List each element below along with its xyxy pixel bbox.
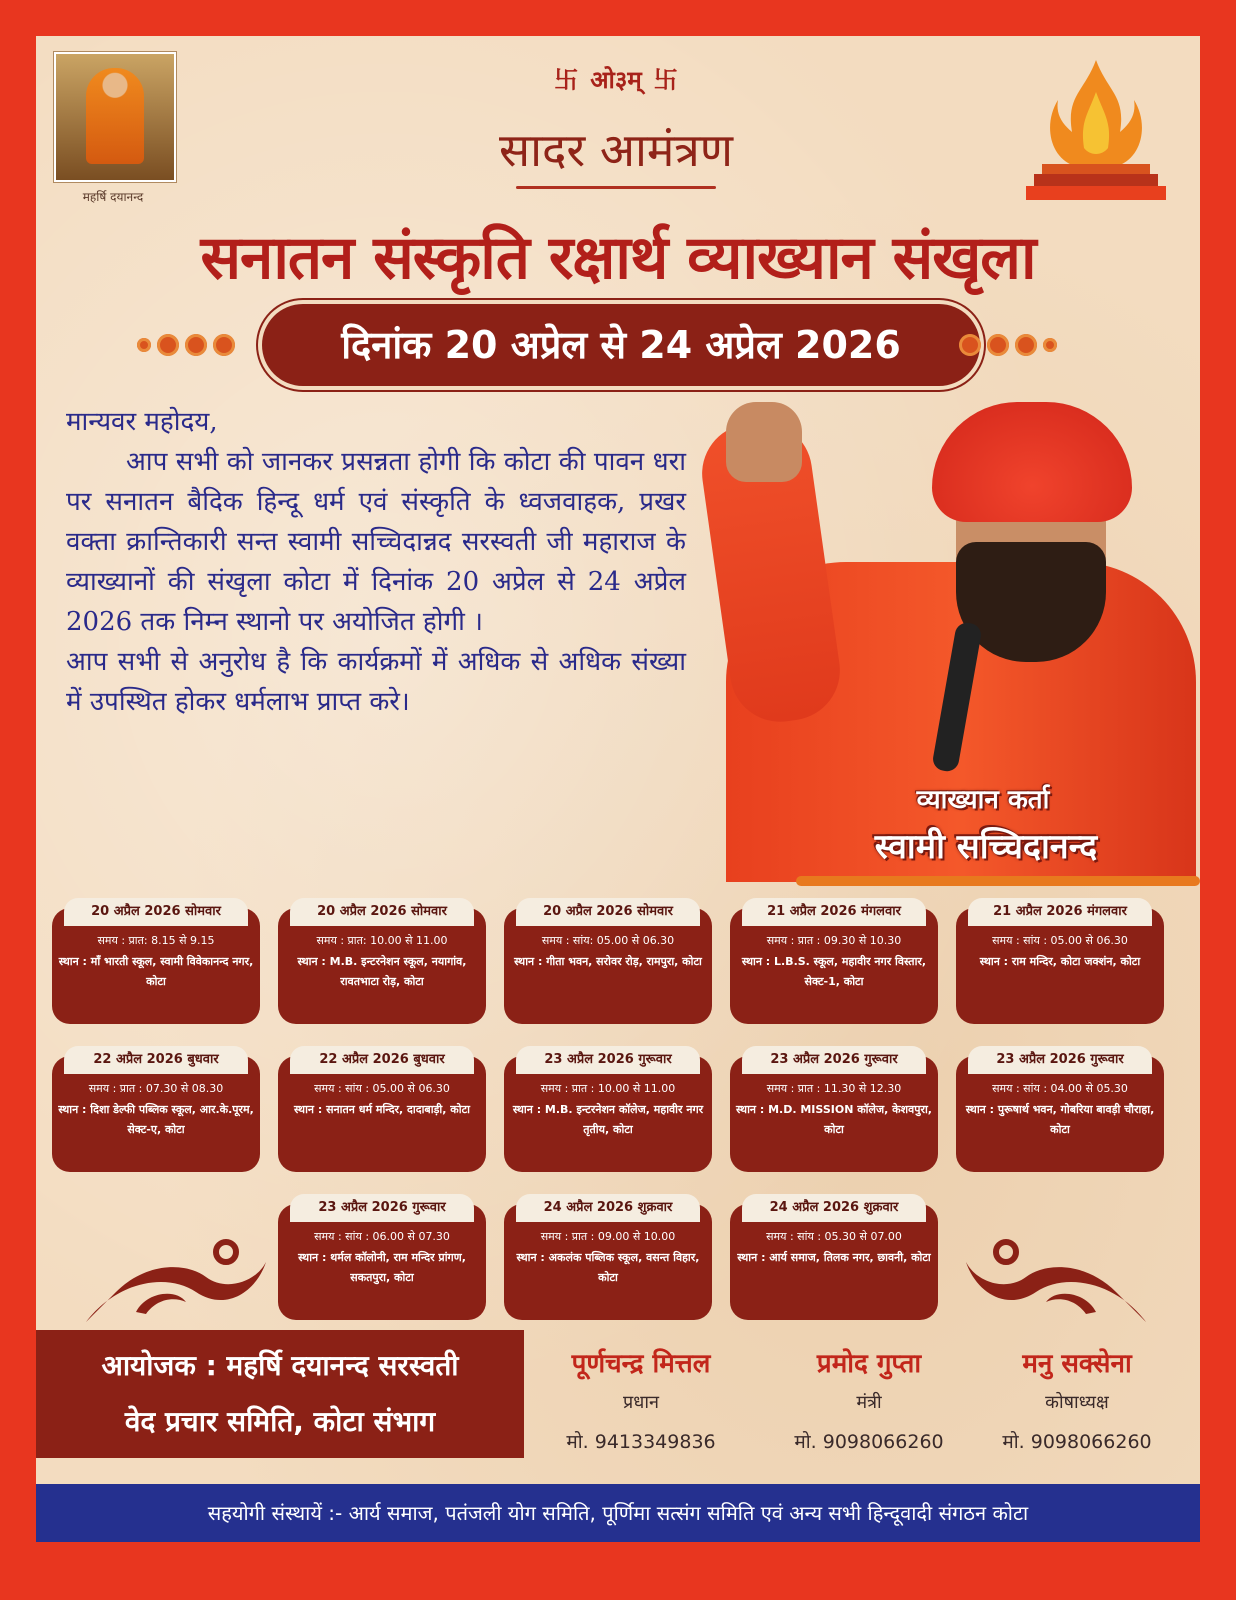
decor-dots-right bbox=[956, 334, 1060, 358]
card-place: स्थान : पुरूषार्थ भवन, गोबरिया बावड़ी चौराहा, कोटा bbox=[965, 1103, 1155, 1136]
card-date: 23 अप्रैल 2026 गुरूवार bbox=[742, 1046, 926, 1076]
card-place: स्थान : सनातन धर्म मन्दिर, दादाबाड़ी, कोटा bbox=[294, 1103, 470, 1116]
card-date: 21 अप्रैल 2026 मंगलवार bbox=[742, 898, 926, 928]
main-title: सनातन संस्कृति रक्षार्थ व्याख्यान संखृला bbox=[200, 223, 1036, 293]
letter-paragraph-1: आप सभी को जानकर प्रसन्नता होगी कि कोटा की पावन धरा पर सनातन बैदिक हिन्दू धर्म एवं संस्कृति के ध्वजवाहक, प्रखर वक्ता क्रान्तिकारी सन्त स्वामी सच्चिदान्नद सरस्वती जी महाराज के व्याख्यानों की संखृला कोटा में दिनांक 20 अप्रेल से 24 अप्रेल 2026 तक निम्न स्थानो पर अयोजित होगी । bbox=[66, 447, 686, 637]
portrait-caption: महर्षि दयानन्द bbox=[82, 190, 144, 204]
om-text: ओ३म् bbox=[590, 66, 642, 94]
card-time: समय : प्रात: 8.15 से 9.15 bbox=[97, 934, 215, 947]
card-date: 20 अप्रैल 2026 सोमवार bbox=[516, 898, 700, 928]
sadar-aamantran: सादर आमंत्रण bbox=[498, 123, 734, 177]
salutation: मान्यवर महोदय, bbox=[66, 407, 218, 437]
schedule-card bbox=[956, 898, 1164, 1024]
officer-secretary bbox=[764, 1344, 974, 1454]
card-place: स्थान : आर्य समाज, तिलक नगर, छावनी, कोटा bbox=[737, 1251, 931, 1264]
organiser-line-1: आयोजक : महर्षि दयानन्द सरस्वती bbox=[101, 1349, 459, 1382]
card-date: 24 अप्रैल 2026 शुक्रवार bbox=[516, 1194, 700, 1224]
heading-underline bbox=[516, 186, 716, 189]
organiser-box bbox=[36, 1330, 524, 1458]
card-time: समय : प्रात : 09.00 से 10.00 bbox=[540, 1230, 676, 1243]
schedule-card bbox=[278, 898, 486, 1024]
date-range: दिनांक 20 अप्रेल से 24 अप्रेल 2026 bbox=[341, 323, 901, 367]
om-heading bbox=[526, 60, 706, 96]
flourish-left-icon bbox=[76, 1222, 276, 1342]
officer-name: मनु सक्सेना bbox=[1022, 1349, 1132, 1379]
officer-phone: मो. 9413349836 bbox=[566, 1431, 716, 1453]
swastika-icon: 卐 bbox=[554, 66, 579, 94]
flourish-right-icon bbox=[956, 1222, 1156, 1342]
footer-text: सहयोगी संस्थायें :- आर्य समाज, पतंजली योग समिति, पूर्णिमा सत्संग समिति एवं अन्य सभी हिन्दूवादी संगठन कोटा bbox=[207, 1501, 1029, 1525]
card-time: समय : प्रात: 10.00 से 11.00 bbox=[316, 934, 448, 947]
officer-name: पूर्णचन्द्र मित्तल bbox=[571, 1349, 711, 1379]
card-time: समय : सांय: 05.00 से 06.30 bbox=[541, 934, 675, 947]
officer-phone: मो. 9098066260 bbox=[1002, 1431, 1152, 1453]
card-time: समय : प्रात : 07.30 से 08.30 bbox=[88, 1082, 224, 1095]
card-place: स्थान : अकलंक पब्लिक स्कूल, वसन्त विहार, कोटा bbox=[516, 1251, 700, 1284]
card-place: स्थान : दिशा डेल्फी पब्लिक स्कूल, आर.के.पूरम, सेक्ट-ए, कोटा bbox=[58, 1103, 254, 1136]
supporting-organisations-footer bbox=[36, 1484, 1200, 1542]
officer-post: प्रधान bbox=[623, 1392, 659, 1413]
schedule-card bbox=[956, 1046, 1164, 1172]
card-place: स्थान : M.D. MISSION कॉलेज, केशवपुरा, कोटा bbox=[736, 1103, 932, 1136]
officer-post: कोषाध्यक्ष bbox=[1045, 1392, 1109, 1413]
speaker-label: व्याख्यान कर्ता bbox=[916, 785, 1050, 815]
date-banner bbox=[262, 304, 980, 386]
card-time: समय : प्रात : 11.30 से 12.30 bbox=[766, 1082, 902, 1095]
poster-panel bbox=[36, 36, 1200, 1542]
divider-bar bbox=[796, 876, 1200, 886]
card-time: समय : प्रात : 10.00 से 11.00 bbox=[540, 1082, 676, 1095]
card-date: 24 अप्रैल 2026 शुक्रवार bbox=[742, 1194, 926, 1224]
card-place: स्थान : थर्मल कॉलोनी, राम मन्दिर प्रांगण, सकतपुरा, कोटा bbox=[298, 1251, 466, 1284]
maharshi-portrait bbox=[54, 52, 176, 182]
officer-president bbox=[536, 1344, 746, 1454]
schedule-card bbox=[504, 1194, 712, 1320]
schedule-card bbox=[504, 898, 712, 1024]
card-date: 23 अप्रैल 2026 गुरूवार bbox=[968, 1046, 1152, 1076]
card-place: स्थान : गीता भवन, सरोवर रोड़, रामपुरा, कोटा bbox=[514, 955, 702, 968]
card-time: समय : सांय : 04.00 से 05.30 bbox=[992, 1082, 1128, 1095]
card-place: स्थान : L.B.S. स्कूल, महावीर नगर विस्तार, सेक्ट-1, कोटा bbox=[741, 955, 927, 988]
schedule-card bbox=[278, 1194, 486, 1320]
card-date: 23 अप्रैल 2026 गुरूवार bbox=[290, 1194, 474, 1224]
card-date: 20 अप्रैल 2026 सोमवार bbox=[290, 898, 474, 928]
card-place: स्थान : राम मन्दिर, कोटा जक्शंन, कोटा bbox=[979, 955, 1141, 968]
decor-dots-left bbox=[134, 334, 238, 358]
officer-post: मंत्री bbox=[856, 1392, 882, 1413]
card-date: 20 अप्रैल 2026 सोमवार bbox=[64, 898, 248, 928]
card-time: समय : सांय : 06.00 से 07.30 bbox=[314, 1230, 450, 1243]
schedule-card bbox=[52, 898, 260, 1024]
card-date: 22 अप्रैल 2026 बुधवार bbox=[290, 1046, 474, 1076]
officer-phone: मो. 9098066260 bbox=[794, 1431, 944, 1453]
schedule-card bbox=[278, 1046, 486, 1172]
card-time: समय : प्रात : 09.30 से 10.30 bbox=[766, 934, 902, 947]
card-place: स्थान : M.B. इन्टरनेशन स्कूल, नयागांव, रावतभाटा रोड़, कोटा bbox=[297, 955, 467, 988]
card-place: स्थान : M.B. इन्टरनेशन कॉलेज, महावीर नगर तृतीय, कोटा bbox=[512, 1103, 704, 1136]
card-date: 23 अप्रैल 2026 गुरूवार bbox=[516, 1046, 700, 1076]
organiser-line-2: वेद प्रचार समिति, कोटा संभाग bbox=[124, 1405, 436, 1438]
havan-kund-icon bbox=[1026, 52, 1166, 202]
schedule-card bbox=[730, 1194, 938, 1320]
invitation-letter bbox=[66, 402, 686, 722]
officer-treasurer bbox=[972, 1344, 1182, 1454]
schedule-card bbox=[730, 1046, 938, 1172]
schedule-card bbox=[504, 1046, 712, 1172]
card-time: समय : सांय : 05.00 से 06.30 bbox=[992, 934, 1128, 947]
card-date: 22 अप्रैल 2026 बुधवार bbox=[64, 1046, 248, 1076]
officer-name: प्रमोद गुप्ता bbox=[816, 1349, 922, 1379]
card-time: समय : सांय : 05.30 से 07.00 bbox=[766, 1230, 902, 1243]
letter-paragraph-2: आप सभी से अनुरोध है कि कार्यक्रमों में अधिक से अधिक संख्या में उपस्थित होकर धर्मलाभ प्राप्त करे। bbox=[66, 647, 686, 717]
swastika-icon: 卐 bbox=[653, 66, 678, 94]
card-place: स्थान : माँ भारती स्कूल, स्वामी विवेकानन्द नगर, कोटा bbox=[58, 955, 254, 988]
card-date: 21 अप्रैल 2026 मंगलवार bbox=[968, 898, 1152, 928]
schedule-card bbox=[52, 1046, 260, 1172]
schedule-card bbox=[730, 898, 938, 1024]
speaker-name: स्वामी सच्चिदानन्द bbox=[874, 827, 1098, 867]
card-time: समय : सांय : 05.00 से 06.30 bbox=[314, 1082, 450, 1095]
